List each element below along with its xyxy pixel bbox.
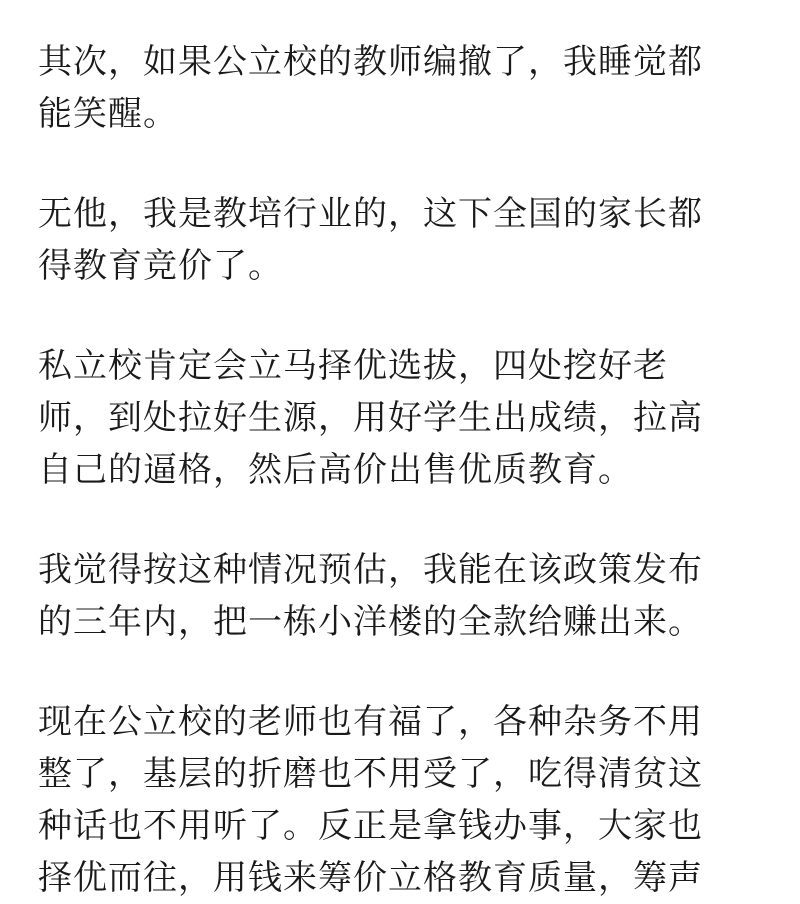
paragraph-spacer bbox=[38, 496, 768, 544]
paragraph-3 bbox=[38, 340, 768, 496]
paragraph-spacer bbox=[38, 140, 768, 188]
text-line: 无他，我是教培行业的，这下全国的家长都 bbox=[38, 194, 703, 234]
paragraph-5 bbox=[38, 696, 768, 904]
paragraph-4 bbox=[38, 544, 768, 648]
text-line: 私立校肯定会立马择优选拔，四处挖好老 bbox=[38, 346, 668, 386]
paragraph-spacer bbox=[38, 648, 768, 696]
paragraph-1 bbox=[38, 36, 768, 140]
text-line: 现在公立校的老师也有福了，各种杂务不用 bbox=[38, 702, 703, 742]
paragraph-spacer bbox=[38, 292, 768, 340]
article-body bbox=[38, 36, 768, 904]
paragraph-2 bbox=[38, 188, 768, 292]
text-line: 我觉得按这种情况预估，我能在该政策发布 bbox=[38, 550, 703, 590]
text-line: 师，到处拉好生源，用好学生出成绩，拉高 bbox=[38, 398, 703, 438]
text-line: 能笑醒。 bbox=[38, 94, 178, 134]
text-line: 种话也不用听了。反正是拿钱办事，大家也 bbox=[38, 806, 703, 846]
text-line: 自己的逼格，然后高价出售优质教育。 bbox=[38, 450, 633, 490]
text-line: 的三年内，把一栋小洋楼的全款给赚出来。 bbox=[38, 602, 703, 642]
text-line: 择优而往，用钱来筹价立格教育质量，筹声 bbox=[38, 858, 703, 898]
text-line: 其次，如果公立校的教师编撤了，我睡觉都 bbox=[38, 42, 703, 82]
text-line: 整了，基层的折磨也不用受了，吃得清贫这 bbox=[38, 754, 703, 794]
text-line: 得教育竞价了。 bbox=[38, 246, 283, 286]
